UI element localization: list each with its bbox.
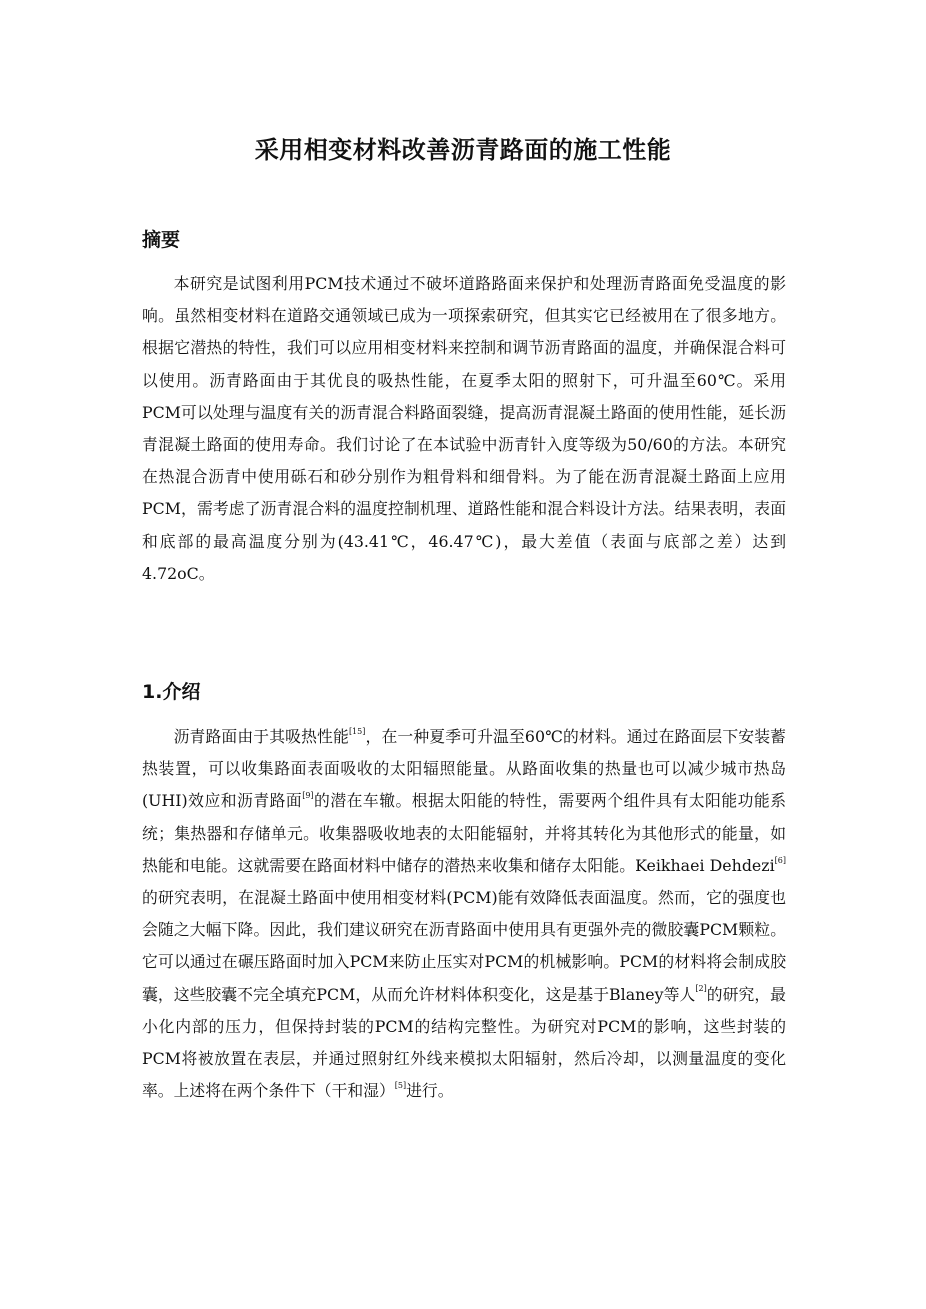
citation-ref-9[interactable]: [9] [302,791,314,801]
citation-ref-15[interactable]: [15] [348,726,366,736]
abstract-paragraph: 本研究是试图利用PCM技术通过不破坏道路路面来保护和处理沥青路面免受温度的影响。虽然相变材料在道路交通领域已成为一项探索研究，但其实它已经被用在了很多地方。根据它潜热的特性，我们可以应用相变材料来控制和调节沥青路面的温度，并确保混合料可以使用。沥青路面由于其优良的吸热性能，在夏季太阳的照射下，可升温至60℃。采用PCM可以处理与温度有关的沥青混合料路面裂缝，提高沥青混凝土路面的使用性能，延长沥青混凝土路面的使用寿命。我们讨论了在本试验中沥青针入度等级为50/60的方法。本研究在热混合沥青中使用砾石和砂分别作为粗骨料和细骨料。为了能在沥青混凝土路面上应用PCM，需考虑了沥青混合料的温度控制机理、道路性能和混合料设计方法。结果表明，表面和底部的最高温度分别为(43.41℃，46.47℃)，最大差值（表面与底部之差）达到4.72oC。 [142,274,786,583]
intro-text-segment: 的潜在车辙。根据太阳能的特性，需要两个组件具有太阳能功能系统；集热器和存储单元。收集器吸收地表的太阳能辐射，并将其转化为其他形式的能量，如热能和电能。这就需要在路面材料中储存的潜热来收集和储存太阳能。Keikhaei Dehdezi [142,791,786,875]
introduction-heading: 1.介绍 [142,681,201,703]
intro-text-segment: 的研究表明，在混凝土路面中使用相变材料(PCM)能有效降低表面温度。然而，它的强度也会随之大幅下降。因此，我们建议研究在沥青路面中使用具有更强外壳的微胶囊PCM颗粒。它可以通过在碾压路面时加入PCM来防止压实对PCM的机械影响。PCM的材料将会制成胶囊，这些胶囊不完全填充PCM，从而允许材料体积变化，这是基于Blaney等人 [142,888,786,1004]
paper-title: 采用相变材料改善沥青路面的施工性能 [254,136,672,164]
introduction-paragraph [142,721,786,1107]
intro-text-segment: 进行。 [406,1081,454,1101]
citation-ref-5[interactable]: [5] [394,1080,407,1090]
intro-text-segment: 沥青路面由于其吸热性能 [173,727,349,746]
intro-text-segment: 的研究，最小化内部的压力，但保持封装的PCM的结构完整性。为研究对PCM的影响，这些封装的PCM将被放置在表层，并通过照射红外线来模拟太阳辐射，然后冷却，以测量温度的变化率。上述将在两个条件下（干和湿） [142,984,786,1101]
abstract-heading: 摘要 [142,229,181,251]
citation-ref-6[interactable]: [6] [774,855,786,865]
intro-text-segment: ，在一种夏季可升温至60℃的材料。通过在路面层下安装蓄热装置，可以收集路面表面吸收的太阳辐照能量。从路面收集的热量也可以减少城市热岛(UHI)效应和沥青路面 [142,727,786,811]
citation-ref-2[interactable]: [2] [695,984,707,994]
